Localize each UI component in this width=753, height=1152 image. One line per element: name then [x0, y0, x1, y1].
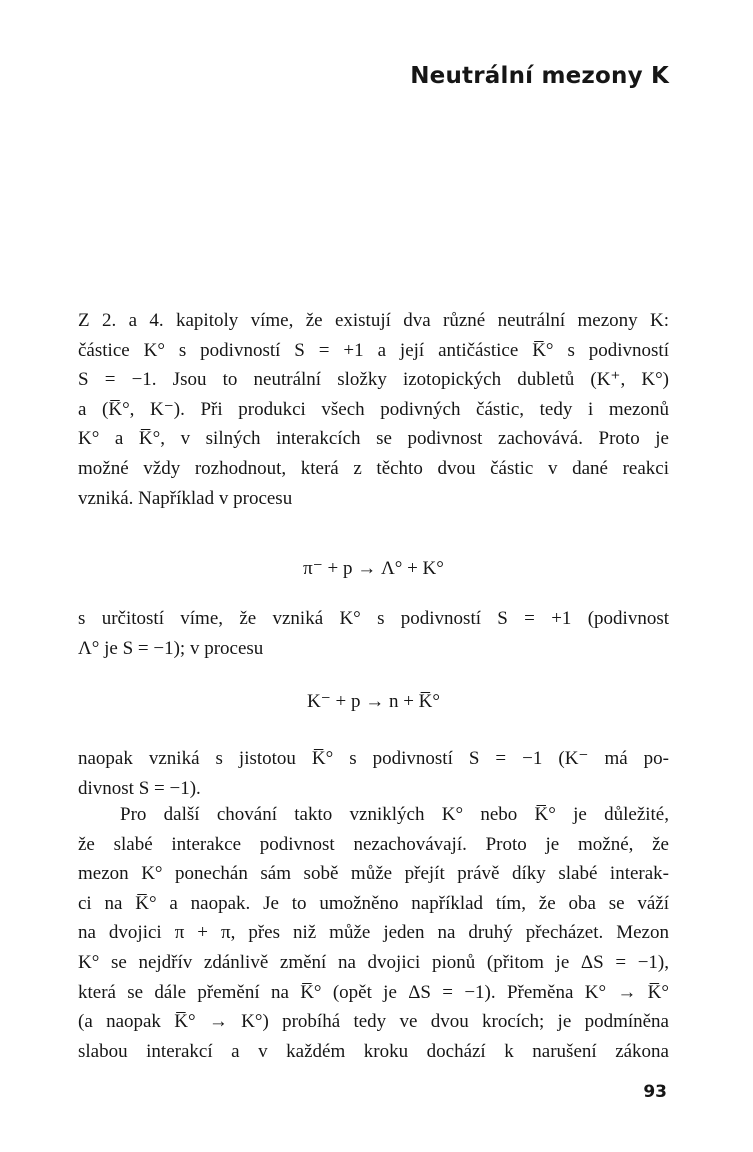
text-line: s určitostí víme, že vzniká K° s podivností S = +1 (podivnost [78, 608, 669, 629]
text-line: vzniká. Například v procesu [78, 487, 293, 509]
text-line: že slabé interakce podivnost nezachovávají. Proto je možné, že [78, 833, 669, 855]
text-line: S = −1. Jsou to neutrální složky izotopických dubletů (K⁺, K°) [78, 369, 669, 391]
text-line: mezon K° ponechán sám sobě může přejít právě díky slabé interak- [78, 863, 669, 885]
text-line: a (K̅°, K⁻). Při produkci všech podivných částic, tedy i mezonů [78, 398, 669, 420]
text-line: slabou interakcí a v každém kroku dochází k narušení zákona [78, 1040, 669, 1062]
text-line: částice K° s podivností S = +1 a její antičástice K̅° s podivností [78, 339, 669, 361]
text-line: možné vždy rozhodnout, která z těchto dvou částic v dané reakci [78, 457, 669, 479]
paragraph-1 [78, 306, 669, 513]
text-line: Λ° je S = −1); v procesu [78, 637, 264, 659]
text-line: na dvojici π + π, přes niž může jeden na druhý přecházet. Mezon [78, 922, 669, 944]
equation-1: π⁻ + p → Λ° + K° [303, 558, 444, 579]
text-line: Pro další chování takto vzniklých K° nebo K̅° je důležité, [120, 804, 669, 825]
text-line: Z 2. a 4. kapitoly víme, že existují dva různé neutrální mezony K: [78, 310, 669, 331]
paragraph-4 [78, 800, 669, 1066]
text-line: K° a K̅°, v silných interakcích se podivnost zachovává. Proto je [78, 428, 669, 450]
text-line: naopak vzniká s jistotou K̅° s podivností S = −1 (K⁻ má po- [78, 748, 669, 769]
text-line: divnost S = −1). [78, 777, 201, 799]
equation-2: K⁻ + p → n + K̅° [307, 691, 440, 712]
text-line: (a naopak K̅° → K°) probíhá tedy ve dvou krocích; je podmíněna [78, 1011, 669, 1033]
page-title: Neutrální mezony K [410, 63, 669, 89]
paragraph-2 [78, 604, 669, 663]
paragraph-3 [78, 744, 669, 803]
text-line: K° se nejdřív zdánlivě změní na dvojici pionů (přitom je ΔS = −1), [78, 951, 669, 973]
text-line: ci na K̅° a naopak. Je to umožněno například tím, že oba se váží [78, 892, 669, 914]
text-line: která se dále přemění na K̅° (opět je ΔS = −1). Přeměna K° → K̅° [78, 981, 669, 1003]
page-number: 93 [643, 1082, 667, 1102]
